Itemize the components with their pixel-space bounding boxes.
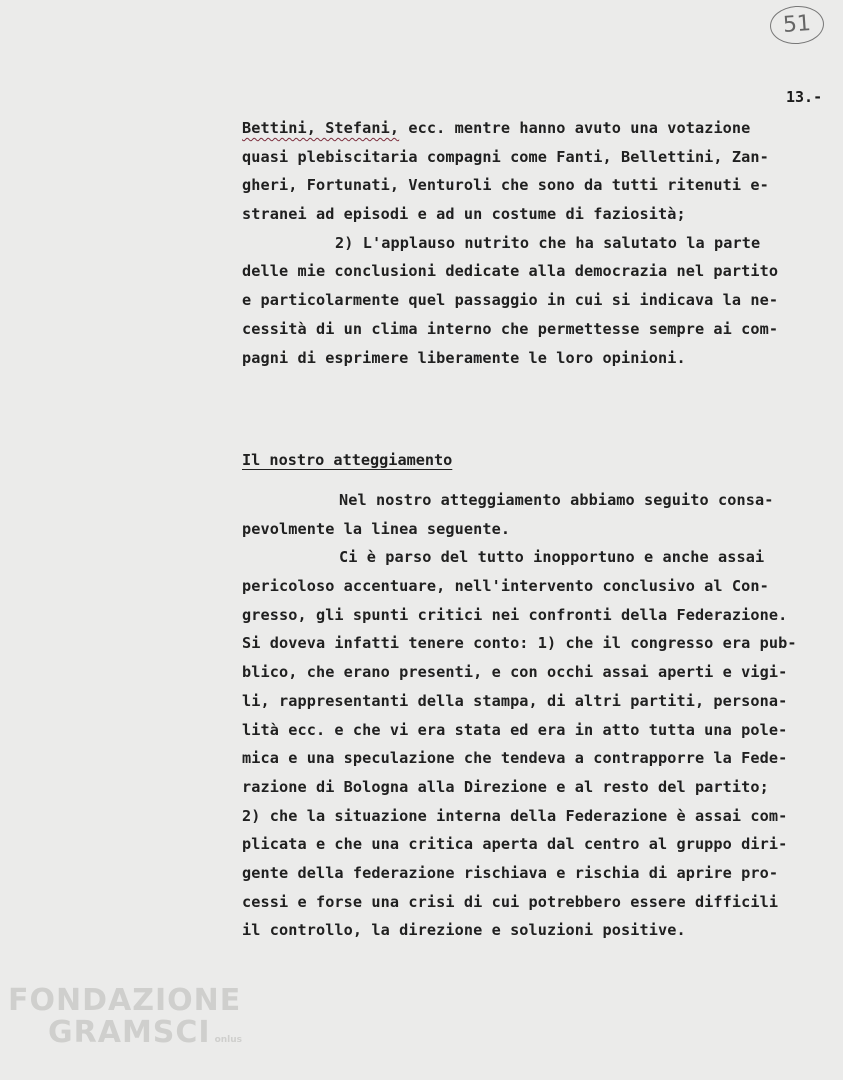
text-line: blico, che erano presenti, e con occhi assai aperti e vigi- — [242, 663, 788, 682]
text-line: quasi plebiscitaria compagni come Fanti, Bellettini, Zan- — [242, 147, 769, 166]
text-line: delle mie conclusioni dedicate alla democrazia nel partito — [242, 262, 779, 281]
section-heading: Il nostro atteggiamento — [242, 451, 453, 469]
text-line: 2) che la situazione interna della Federazione è assai com- — [242, 806, 788, 825]
faint-background-stamp — [281, 10, 330, 53]
text-line: Nel nostro atteggiamento abbiamo seguito consa- — [339, 491, 774, 509]
text-line: e particolarmente quel passaggio in cui si indicava la ne- — [242, 291, 779, 310]
text-line: cessi e forse una crisi di cui potrebbero essere difficili — [242, 892, 779, 911]
text-line: gheri, Fortunati, Venturoli che sono da tutti ritenuti e- — [242, 176, 769, 195]
fondazione-gramsci-watermark — [8, 985, 242, 1056]
text-line: lità ecc. e che vi era stata ed era in atto tutta una pole- — [242, 720, 788, 739]
watermark-line-1: FONDAZIONE — [8, 983, 242, 1018]
text-line-rest: ecc. mentre hanno avuto una votazione — [399, 119, 751, 137]
text-line — [242, 114, 827, 143]
text-line: razione di Bologna alla Direzione e al resto del partito; — [242, 777, 769, 796]
text-line: gente della federazione rischiava e rischia di aprire pro- — [242, 863, 779, 882]
text-line: cessità di un clima interno che permettesse sempre ai com- — [242, 319, 779, 338]
text-line: li, rappresentanti della stampa, di altri partiti, persona- — [242, 691, 788, 710]
underlined-names: Bettini, Stefani, — [242, 119, 400, 137]
text-line: plicata e che una critica aperta dal centro al gruppo diri- — [242, 835, 788, 854]
watermark-small-text: onlus — [214, 1035, 243, 1045]
text-line: gresso, gli spunti critici nei confronti della Federazione. — [242, 605, 788, 624]
paragraph-1 — [242, 114, 827, 372]
text-line: pagni di esprimere liberamente le loro opinioni. — [242, 348, 686, 367]
text-line: pericoloso accentuare, nell'intervento conclusivo al Con- — [242, 577, 769, 596]
paragraph-section — [242, 486, 827, 945]
text-line: mica e una speculazione che tendeva a contrapporre la Fede- — [242, 749, 788, 768]
text-line: pevolmente la linea seguente. — [242, 519, 511, 538]
watermark-line-2-text: GRAMSCI — [48, 1015, 211, 1050]
text-line: Si doveva infatti tenere conto: 1) che il congresso era pub- — [242, 634, 797, 653]
watermark-line-2 — [8, 1017, 242, 1056]
text-line: stranei ad episodi e ad un costume di faziosità; — [242, 205, 686, 224]
page-number: 13.- — [786, 88, 823, 106]
archive-number-stamp: 51 — [769, 4, 826, 46]
text-line: Ci è parso del tutto inopportuno e anche assai — [339, 548, 765, 567]
text-line: 2) L'applauso nutrito che ha salutato la parte — [335, 233, 761, 252]
text-line: il controllo, la direzione e soluzioni positive. — [242, 921, 686, 940]
